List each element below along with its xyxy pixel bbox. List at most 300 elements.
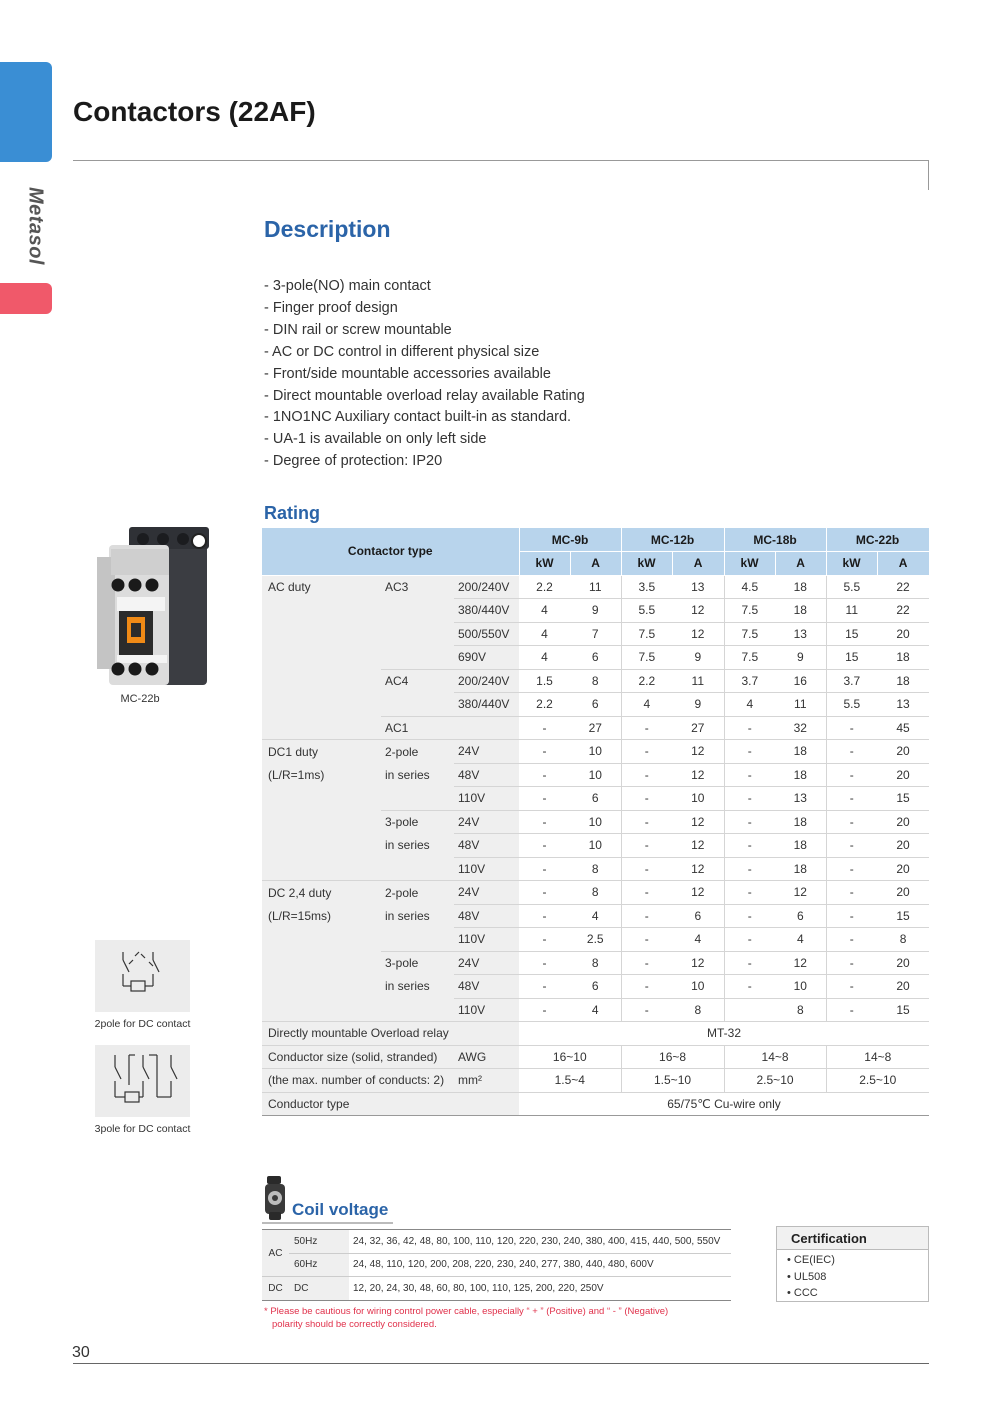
rating-kw-value: - (724, 928, 775, 952)
rating-kw-value: - (519, 975, 570, 999)
rating-kw-value: 4 (621, 693, 672, 717)
description-list (264, 276, 585, 473)
rating-duty: DC1 duty (262, 740, 381, 764)
rating-a-value: 12 (672, 599, 724, 623)
rating-voltage: 110V (454, 928, 519, 952)
rating-a-value: 8 (570, 951, 621, 975)
rating-kw-value: - (621, 904, 672, 928)
certification-box (776, 1226, 929, 1302)
rating-a-value: 22 (877, 575, 929, 599)
header-kw: kW (621, 552, 672, 576)
rating-kw-value: 7.5 (724, 599, 775, 623)
rating-a-value: 6 (672, 904, 724, 928)
rating-a-value: 20 (877, 810, 929, 834)
rating-a-value: 20 (877, 622, 929, 646)
rating-a-value: 12 (672, 881, 724, 905)
rating-a-value: 12 (672, 622, 724, 646)
rating-duty (262, 857, 381, 881)
rating-voltage: 24V (454, 810, 519, 834)
rating-kw-value: - (826, 951, 877, 975)
rating-kw-value: 7.5 (621, 646, 672, 670)
rating-kw-value: 4 (519, 646, 570, 670)
rating-category: AC1 (381, 716, 454, 740)
conductor-mm-row (262, 1069, 929, 1093)
conductor-mm-value: 2.5~10 (826, 1069, 929, 1093)
side-tab-red (0, 283, 52, 314)
coil-row (262, 1277, 731, 1301)
rating-a-value: 9 (672, 693, 724, 717)
rating-voltage: 200/240V (454, 575, 519, 599)
rating-category (381, 857, 454, 881)
rating-kw-value: - (826, 787, 877, 811)
rating-row (262, 646, 929, 670)
conductor-mm-value: 2.5~10 (724, 1069, 826, 1093)
description-item: - 3-pole(NO) main contact (264, 278, 431, 294)
rating-category: in series (381, 763, 454, 787)
rating-a-value: 8 (570, 857, 621, 881)
rating-a-value: 11 (775, 693, 826, 717)
header-kw: kW (519, 552, 570, 576)
rating-kw-value: - (826, 881, 877, 905)
rating-a-value: 10 (570, 763, 621, 787)
rating-kw-value: - (519, 810, 570, 834)
rating-a-value: 18 (877, 646, 929, 670)
rating-a-value: 12 (672, 951, 724, 975)
rating-a-value: 10 (570, 740, 621, 764)
rating-category: in series (381, 975, 454, 999)
rating-kw-value: - (826, 740, 877, 764)
rating-kw-value: - (724, 787, 775, 811)
rating-category (381, 928, 454, 952)
rating-duty (262, 834, 381, 858)
rating-category (381, 787, 454, 811)
rating-a-value: 12 (672, 834, 724, 858)
rating-row (262, 834, 929, 858)
rating-kw-value: - (724, 763, 775, 787)
coil-row (262, 1253, 731, 1277)
rating-a-value: 8 (877, 928, 929, 952)
rating-kw-value: - (826, 857, 877, 881)
description-item: - Finger proof design (264, 299, 398, 316)
header-model: MC-12b (621, 528, 724, 552)
header-a: A (672, 552, 724, 576)
rating-a-value: 18 (775, 857, 826, 881)
rating-duty (262, 646, 381, 670)
conductor-awg-row (262, 1045, 929, 1069)
coil-freq: DC (289, 1277, 349, 1301)
footer-rule (73, 1363, 929, 1364)
rating-row (262, 951, 929, 975)
rating-kw-value: 1.5 (519, 669, 570, 693)
coil-group: AC (262, 1230, 289, 1277)
description-item: - Front/side mountable accessories available (264, 365, 551, 382)
rating-a-value: 15 (877, 998, 929, 1022)
rating-duty (262, 975, 381, 999)
rating-voltage: 690V (454, 646, 519, 670)
coil-values: 24, 32, 36, 42, 48, 80, 100, 110, 120, 220, 230, 240, 380, 400, 415, 440, 500, 550V (349, 1230, 731, 1254)
rating-a-value: 15 (877, 787, 929, 811)
coil-group: DC (262, 1277, 289, 1301)
rating-a-value: 16 (775, 669, 826, 693)
coil-note-line1: * Please be cautious for wiring control power cable, especially “ + ” (Positive) and “ - ” (Negative) (264, 1306, 669, 1317)
rating-kw-value: - (621, 857, 672, 881)
rating-kw-value: - (826, 763, 877, 787)
coil-note (264, 1305, 734, 1331)
rating-duty (262, 787, 381, 811)
rating-row (262, 975, 929, 999)
header-model: MC-18b (724, 528, 826, 552)
rating-header-row (262, 528, 929, 552)
rating-kw-value: 4 (519, 622, 570, 646)
rating-category (381, 646, 454, 670)
rating-kw-value: - (621, 975, 672, 999)
description-item: - Degree of protection: IP20 (264, 453, 443, 470)
rating-voltage: 110V (454, 998, 519, 1022)
rating-voltage: 380/440V (454, 693, 519, 717)
rating-a-value: 7 (570, 622, 621, 646)
coil-heading: Coil voltage (292, 1200, 389, 1219)
rating-a-value: 8 (570, 669, 621, 693)
rating-a-value: 11 (672, 669, 724, 693)
description-item: - UA-1 is available on only left side (264, 431, 487, 448)
rating-a-value: 32 (775, 716, 826, 740)
coil-heading-underline (262, 1222, 393, 1224)
rating-kw-value: 7.5 (724, 622, 775, 646)
rating-kw-value: - (826, 810, 877, 834)
rating-row (262, 857, 929, 881)
rating-a-value: 6 (570, 787, 621, 811)
rating-voltage: 110V (454, 857, 519, 881)
rating-row (262, 904, 929, 928)
rating-kw-value: - (724, 716, 775, 740)
rating-row (262, 599, 929, 623)
conductor-mm-value: 1.5~10 (621, 1069, 724, 1093)
rating-category (381, 622, 454, 646)
rating-voltage: 48V (454, 834, 519, 858)
rating-row (262, 810, 929, 834)
rating-a-value: 4 (570, 904, 621, 928)
rating-kw-value: - (621, 740, 672, 764)
coil-note-line2: polarity should be correctly considered. (272, 1319, 437, 1330)
rating-duty: DC 2,4 duty (262, 881, 381, 905)
conductor-type-value: 65/75℃ Cu-wire only (519, 1092, 929, 1116)
rating-kw-value: 3.7 (724, 669, 775, 693)
overload-label: Directly mountable Overload relay (262, 1022, 519, 1046)
rating-row (262, 575, 929, 599)
rating-a-value: 18 (877, 669, 929, 693)
conductor-mm-unit: mm² (454, 1069, 519, 1093)
rating-a-value: 10 (775, 975, 826, 999)
rating-kw-value: - (621, 763, 672, 787)
rating-voltage (454, 716, 519, 740)
rating-kw-value: - (826, 834, 877, 858)
page-title: Contactors (22AF) (73, 96, 316, 127)
header-kw: kW (826, 552, 877, 576)
rating-kw-value: - (826, 904, 877, 928)
coil-icon (263, 1176, 289, 1220)
rating-kw-value: - (621, 787, 672, 811)
conductor-awg-value: 14~8 (724, 1045, 826, 1069)
rating-a-value: 20 (877, 857, 929, 881)
wiring-diagram-3pole (95, 1045, 190, 1117)
rating-kw-value: 4 (724, 693, 775, 717)
header-model: MC-22b (826, 528, 929, 552)
rating-kw-value: - (621, 834, 672, 858)
rating-a-value: 11 (570, 575, 621, 599)
rating-kw-value: 2.2 (621, 669, 672, 693)
side-brand: Metasol (24, 186, 47, 265)
rating-category: AC4 (381, 669, 454, 693)
side-tab-blue (0, 62, 52, 162)
overload-row (262, 1022, 929, 1046)
rating-a-value: 12 (672, 857, 724, 881)
title-rule-end (928, 160, 929, 190)
rating-a-value: 9 (672, 646, 724, 670)
rating-kw-value: - (519, 881, 570, 905)
rating-a-value: 18 (775, 763, 826, 787)
rating-duty (262, 599, 381, 623)
rating-kw-value: 7.5 (724, 646, 775, 670)
rating-row (262, 669, 929, 693)
rating-duty: (L/R=1ms) (262, 763, 381, 787)
rating-voltage: 500/550V (454, 622, 519, 646)
rating-kw-value: 4 (519, 599, 570, 623)
rating-a-value: 13 (672, 575, 724, 599)
rating-duty (262, 622, 381, 646)
rating-voltage: 24V (454, 951, 519, 975)
diagram2-caption: 3pole for DC contact (94, 1123, 191, 1135)
rating-a-value: 18 (775, 599, 826, 623)
rating-voltage: 48V (454, 975, 519, 999)
rating-kw-value: - (519, 857, 570, 881)
rating-voltage: 48V (454, 904, 519, 928)
rating-a-value: 4 (570, 998, 621, 1022)
rating-a-value: 18 (775, 834, 826, 858)
product-image (95, 525, 217, 685)
rating-a-value: 18 (775, 575, 826, 599)
rating-category (381, 599, 454, 623)
rating-category (381, 998, 454, 1022)
rating-a-value: 10 (570, 810, 621, 834)
rating-kw-value: - (724, 881, 775, 905)
rating-voltage: 24V (454, 740, 519, 764)
rating-a-value: 20 (877, 881, 929, 905)
description-item: - 1NO1NC Auxiliary contact built-in as standard. (264, 409, 572, 426)
rating-a-value: 8 (672, 998, 724, 1022)
rating-category: in series (381, 834, 454, 858)
rating-category: 3-pole (381, 951, 454, 975)
rating-kw-value: 7.5 (621, 622, 672, 646)
conductor-awg-label: Conductor size (solid, stranded) (262, 1045, 454, 1069)
coil-values: 12, 20, 24, 30, 48, 60, 80, 100, 110, 125, 200, 220, 250V (349, 1277, 731, 1301)
rating-a-value: 4 (672, 928, 724, 952)
rating-kw-value: 4.5 (724, 575, 775, 599)
rating-kw-value (724, 998, 775, 1022)
rating-a-value: 6 (570, 693, 621, 717)
rating-a-value: 20 (877, 763, 929, 787)
rating-duty (262, 928, 381, 952)
rating-row (262, 881, 929, 905)
rating-a-value: 13 (877, 693, 929, 717)
conductor-awg-unit: AWG (454, 1045, 519, 1069)
rating-duty (262, 716, 381, 740)
rating-a-value: 2.5 (570, 928, 621, 952)
title-rule (73, 160, 929, 161)
rating-kw-value: 3.5 (621, 575, 672, 599)
conductor-awg-value: 16~10 (519, 1045, 621, 1069)
rating-kw-value: - (519, 928, 570, 952)
conductor-awg-value: 16~8 (621, 1045, 724, 1069)
description-heading: Description (264, 216, 391, 242)
rating-row (262, 740, 929, 764)
rating-kw-value: - (724, 904, 775, 928)
rating-kw-value: - (724, 810, 775, 834)
rating-a-value: 27 (672, 716, 724, 740)
coil-values: 24, 48, 110, 120, 200, 208, 220, 230, 240, 277, 380, 440, 480, 600V (349, 1253, 731, 1277)
rating-a-value: 12 (672, 740, 724, 764)
rating-kw-value: - (621, 928, 672, 952)
rating-duty (262, 669, 381, 693)
rating-category (381, 693, 454, 717)
coil-freq: 50Hz (289, 1230, 349, 1254)
rating-duty (262, 951, 381, 975)
rating-a-value: 12 (672, 763, 724, 787)
coil-row (262, 1230, 731, 1254)
page-number: 30 (72, 1344, 90, 1361)
rating-category: 2-pole (381, 881, 454, 905)
rating-a-value: 10 (570, 834, 621, 858)
rating-kw-value: 5.5 (826, 693, 877, 717)
rating-row (262, 998, 929, 1022)
rating-a-value: 18 (775, 810, 826, 834)
rating-kw-value: - (826, 716, 877, 740)
rating-kw-value: 5.5 (621, 599, 672, 623)
wiring-diagram-2pole (95, 940, 190, 1012)
conductor-type-label: Conductor type (262, 1092, 519, 1116)
header-contactor-type: Contactor type (262, 528, 519, 575)
rating-kw-value: - (621, 881, 672, 905)
conductor-mm-value: 1.5~4 (519, 1069, 621, 1093)
rating-a-value: 12 (775, 951, 826, 975)
conductor-type-row (262, 1092, 929, 1116)
rating-a-value: 4 (775, 928, 826, 952)
coil-table (262, 1229, 731, 1301)
rating-kw-value: - (826, 998, 877, 1022)
rating-table (262, 528, 929, 1116)
rating-duty: (L/R=15ms) (262, 904, 381, 928)
rating-row (262, 763, 929, 787)
rating-a-value: 22 (877, 599, 929, 623)
rating-kw-value: - (724, 857, 775, 881)
rating-a-value: 15 (877, 904, 929, 928)
rating-voltage: 48V (454, 763, 519, 787)
rating-row (262, 716, 929, 740)
rating-duty (262, 810, 381, 834)
certification-item: • CCC (787, 1287, 818, 1299)
rating-a-value: 6 (570, 975, 621, 999)
rating-kw-value: - (724, 740, 775, 764)
rating-a-value: 13 (775, 787, 826, 811)
rating-voltage: 24V (454, 881, 519, 905)
rating-heading: Rating (264, 503, 320, 523)
rating-a-value: 13 (775, 622, 826, 646)
rating-voltage: 380/440V (454, 599, 519, 623)
rating-a-value: 45 (877, 716, 929, 740)
rating-a-value: 6 (570, 646, 621, 670)
overload-value: MT-32 (519, 1022, 929, 1046)
rating-a-value: 9 (775, 646, 826, 670)
conductor-awg-value: 14~8 (826, 1045, 929, 1069)
product-caption: MC-22b (120, 693, 160, 705)
rating-kw-value: 5.5 (826, 575, 877, 599)
rating-kw-value: - (621, 716, 672, 740)
rating-kw-value: 2.2 (519, 693, 570, 717)
rating-kw-value: - (519, 998, 570, 1022)
rating-kw-value: - (519, 740, 570, 764)
rating-kw-value: - (724, 951, 775, 975)
rating-kw-value: - (519, 787, 570, 811)
header-a: A (877, 552, 929, 576)
rating-kw-value: - (621, 810, 672, 834)
header-kw: kW (724, 552, 775, 576)
rating-row (262, 928, 929, 952)
rating-kw-value: 3.7 (826, 669, 877, 693)
rating-a-value: 6 (775, 904, 826, 928)
rating-kw-value: - (621, 998, 672, 1022)
rating-kw-value: - (621, 951, 672, 975)
rating-a-value: 20 (877, 975, 929, 999)
rating-kw-value: - (519, 763, 570, 787)
rating-a-value: 20 (877, 951, 929, 975)
rating-kw-value: 15 (826, 622, 877, 646)
rating-row (262, 693, 929, 717)
rating-duty (262, 998, 381, 1022)
description-item: - DIN rail or screw mountable (264, 321, 452, 338)
rating-kw-value: - (826, 928, 877, 952)
rating-voltage: 110V (454, 787, 519, 811)
rating-kw-value: 15 (826, 646, 877, 670)
rating-kw-value: - (826, 975, 877, 999)
rating-kw-value: - (724, 975, 775, 999)
description-item: - AC or DC control in different physical size (264, 343, 540, 360)
rating-a-value: 8 (775, 998, 826, 1022)
certification-item: • UL508 (787, 1270, 827, 1283)
rating-row (262, 787, 929, 811)
rating-a-value: 12 (775, 881, 826, 905)
certification-item: • CE(IEC) (787, 1254, 835, 1266)
coil-freq: 60Hz (289, 1253, 349, 1277)
rating-a-value: 9 (570, 599, 621, 623)
header-a: A (570, 552, 621, 576)
conductor-mm-label: (the max. number of conducts: 2) (262, 1069, 454, 1093)
rating-category: 2-pole (381, 740, 454, 764)
certification-title: Certification (777, 1227, 928, 1250)
rating-kw-value: - (519, 716, 570, 740)
rating-kw-value: - (519, 904, 570, 928)
diagram1-caption: 2pole for DC contact (94, 1018, 191, 1030)
rating-kw-value: - (519, 834, 570, 858)
rating-voltage: 200/240V (454, 669, 519, 693)
rating-kw-value: - (519, 951, 570, 975)
rating-a-value: 20 (877, 740, 929, 764)
rating-a-value: 12 (672, 810, 724, 834)
rating-a-value: 20 (877, 834, 929, 858)
rating-duty: AC duty (262, 575, 381, 599)
rating-a-value: 8 (570, 881, 621, 905)
rating-kw-value: 2.2 (519, 575, 570, 599)
rating-category: AC3 (381, 575, 454, 599)
rating-a-value: 10 (672, 975, 724, 999)
